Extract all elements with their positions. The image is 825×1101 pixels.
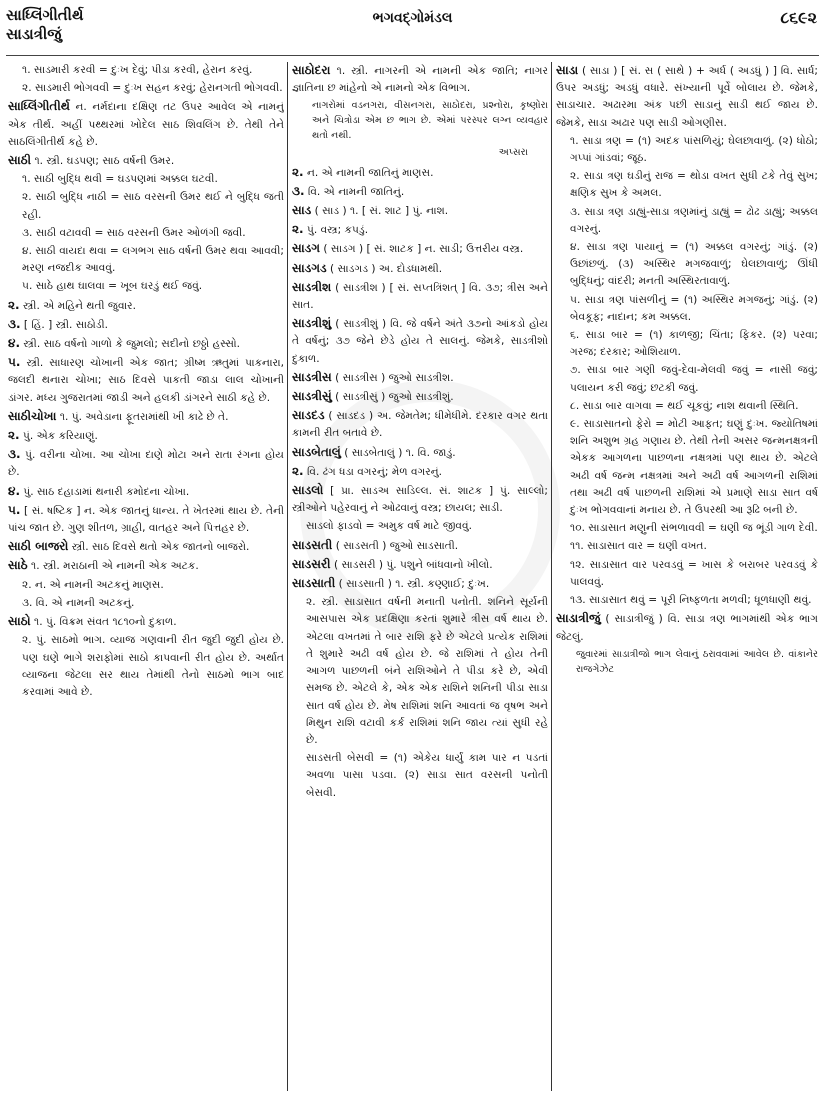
entry-text: ૮. સાડા બાર વાગવા = થઈ ચૂકવું; નાશ થવાની સ્થિતિ. bbox=[570, 399, 799, 412]
book-title: ભગવદ્ગોમંડલ bbox=[372, 10, 453, 26]
headword: ૨. bbox=[8, 297, 20, 312]
idiom-sense bbox=[556, 204, 818, 238]
headword: સાડબેતાલું bbox=[292, 444, 341, 459]
headword: ૨. bbox=[292, 164, 304, 179]
idiom-sense bbox=[556, 133, 818, 167]
dictionary-entry bbox=[292, 575, 548, 593]
dictionary-entry bbox=[8, 446, 284, 481]
entry-text: ૧. પું. અવેડાના ફૂતરામાંથી ખી કાઢે છે તે. bbox=[56, 410, 229, 423]
entry-text: ( સાડસતી ) જુઓ સાડસાતી. bbox=[332, 539, 459, 552]
entry-text: ૫. સાડા ત્રણ પાંસળીનું = (૧) અસ્થિર મગજનું; ગાંડું. (૨) બેવકૂફ; નાદાન; કમ અક્કલ. bbox=[570, 293, 818, 323]
dictionary-entry bbox=[8, 557, 284, 575]
dictionary-entry bbox=[8, 613, 284, 631]
citation-source bbox=[292, 144, 548, 161]
dictionary-entry bbox=[8, 297, 284, 315]
entry-text: પું. એક કરિયાણું. bbox=[19, 430, 98, 443]
entry-text: વિ. ઢંગ ધડા વગરનું; મેળ વગરનું. bbox=[303, 465, 443, 478]
entry-text: સ્ત્રી. સાધારણ ચોખાની એક જાત; ગ્રીષ્મ ઋતુમાં પાકનારા, જલદી થનારા ચોખા; સાઠ દિવસે પાકતી જાડા લાલ ચોખાની ડાંગર. મધ્ય ગુજરાતમાં જાડી અને હલકી ડાંગરને સાઠી કહે છે. bbox=[8, 357, 284, 404]
entry-text: ૨. પું. સાઠમો ભાગ. વ્યાજ ગણવાની રીત જુદી જુદી હોય છે. પણ ઘણે ભાગે શરાફોમાં સાઠો કાપવાની રીત હોય છે. અર્થાત વ્યાજના જેટલા સર થાય તેમાંથી તેનો સાઠમો ભાગ બાદ કરવામાં આવે છે. bbox=[22, 634, 284, 698]
dictionary-entry bbox=[292, 240, 548, 258]
idiom-sense bbox=[8, 243, 284, 277]
idiom-sense bbox=[556, 168, 818, 202]
entry-text: ૧. સ્ત્રી. નાગરની એ નામની એક જાતિ; નાગર જ્ઞાતિના છ માંહેનો એ નામનો એક વિભાગ. bbox=[292, 65, 548, 95]
dictionary-entry bbox=[292, 279, 548, 314]
dictionary-entry bbox=[8, 427, 284, 445]
entry-text: ૪. સાઠી વાયદા થવા = લગભગ સાઠ વર્ષની ઉમર થવા આવવી; મરણ નજદીક આવવું. bbox=[22, 245, 284, 275]
headword: સાઠી bbox=[8, 153, 32, 168]
idiom-sense bbox=[556, 398, 818, 415]
dictionary-entry bbox=[8, 98, 284, 151]
entry-text: ૨. સાઠી બુદ્ધિ નાઠી = સાઠ વરસની ઉમર થઈ ને બુદ્ધિ જતી રહી. bbox=[22, 191, 284, 221]
idiom-sense bbox=[556, 538, 818, 555]
idiom-sense bbox=[8, 632, 284, 701]
dictionary-entry bbox=[8, 316, 284, 334]
idiom-sense bbox=[556, 239, 818, 291]
idiom-sense bbox=[8, 189, 284, 223]
headword: સાડગડ bbox=[292, 260, 327, 275]
headword: સાડગ bbox=[292, 241, 321, 256]
headword: સાડદડ bbox=[292, 408, 325, 423]
headword: સાઠે bbox=[8, 558, 28, 573]
column-middle bbox=[292, 62, 548, 1093]
idiom-sense bbox=[556, 327, 818, 361]
dictionary-entry bbox=[292, 482, 548, 517]
headword: સાઠોદરા bbox=[292, 63, 331, 77]
idiom-sense bbox=[556, 557, 818, 591]
entry-text: ૧. સ્ત્રી. મરાઠાની એ નામની એક અટક. bbox=[27, 560, 199, 573]
headword: ૪. bbox=[8, 336, 20, 351]
headword: ૨. bbox=[292, 222, 304, 237]
entry-text: ૧. સાડા ત્રણ = (૧) અદક પાંસળિયું; ઘેલછાવાળું. (૨) ધોઠો; ગપ્પાં ગાંડવાં; જૂઠ. bbox=[570, 134, 818, 165]
quotation bbox=[556, 647, 818, 677]
dictionary-entry bbox=[292, 388, 548, 406]
column-divider bbox=[287, 62, 288, 1091]
headword: સાઠી બાજરો bbox=[8, 539, 69, 554]
entry-text: [ પ્રા. સાડઅ સાડિલ્લ. સં. શાટક ] પું. સાલ્લો; સ્ત્રીઓને પહેરવાનું ને ઓઢવાનું વસ્ત્ર; છાયલ; સાડી. bbox=[292, 485, 548, 515]
headword: ૨. bbox=[292, 463, 304, 478]
headword: સાઠીચોખા bbox=[8, 408, 57, 423]
entry-text: પું. વસ્ત્ર; કપડું. bbox=[303, 224, 369, 237]
dictionary-entry bbox=[292, 463, 548, 481]
dictionary-entry bbox=[292, 164, 548, 182]
entry-text: ( સાડત્રીશું ) વિ. જે વર્ષને અંતે ૩૭નો આંકડો હોય તે વર્ષનું; ૩૭ જેને છેડે હોય તે સાલનું. જેમકે, સાડત્રીશો દુકાળ. bbox=[292, 318, 548, 365]
headword: સાડત્રીશું bbox=[292, 316, 332, 331]
dictionary-entry bbox=[292, 202, 548, 220]
entry-text: પું. સાઠ દહાડામાં થનારી કમોદના ચોખા. bbox=[20, 485, 190, 498]
entry-text: ૨. સાડમારી ભોગવવી = દુઃખ સહન કરવું; હેરાનગતી ભોગવવી. bbox=[22, 82, 283, 95]
headword: સાડસતી bbox=[292, 537, 333, 552]
column-left bbox=[8, 62, 284, 1093]
entry-text: ૩. સાઠી વટાવવી = સાઠ વરસની ઉમર ઓળંગી જવી. bbox=[22, 226, 246, 239]
idiom-sense bbox=[556, 292, 818, 326]
column-right bbox=[556, 62, 818, 1093]
entry-text: અપ્સરા bbox=[498, 147, 528, 159]
entry-text: ( સાડત્રીશ ) [ સં. સપ્તત્રિંશત્ ] વિ. ૩૭; ત્રીસ અને સાત. bbox=[292, 281, 548, 312]
idiom-sense bbox=[8, 225, 284, 242]
entry-text: ૧. સાઠી બુદ્ધિ થવી = ઘડપણમાં અક્કલ ઘટવી. bbox=[22, 173, 218, 186]
entry-text: ( સાડસાતી ) ૧. સ્ત્રી. કણ્ણાઈ; દુઃખ. bbox=[335, 578, 490, 591]
idiom-sense bbox=[8, 595, 284, 612]
headword: સાડાત્રીજું bbox=[556, 611, 601, 626]
entry-text: પું. વરીના ચોખા. આ ચોખા દાણે મોટા અને રાતા રંગના હોય છે. bbox=[8, 449, 284, 479]
entry-text: ૩. વિ. એ નામની અટકનું. bbox=[22, 596, 135, 609]
dictionary-entry bbox=[292, 407, 548, 442]
headword: ૫. bbox=[8, 502, 21, 517]
dictionary-entry bbox=[292, 369, 548, 387]
entry-text: સ્ત્રી. એ મહિને થતી જુવાર. bbox=[19, 299, 136, 312]
page-number: ૮૬૯૨ bbox=[780, 8, 817, 27]
entry-text: વિ. એ નામની જાતિનું. bbox=[304, 185, 405, 198]
entry-text: ૨. ન. એ નામની અટકનું માણસ. bbox=[22, 578, 164, 591]
idiom-sense bbox=[8, 171, 284, 188]
entry-text: ૪. સાડા ત્રણ પાયાનું = (૧) અક્કલ વગરનું; ગાંડું. (૨) ઉછાંછળું. (૩) અસ્થિર મગજવાળું; ઘેલછાવાળું; ઊંધી બુદ્ધિનું; વાંદરી; મનતી અસ્થિરતાવાળું. bbox=[570, 241, 818, 288]
entry-text: ૧. પું. વિક્રમ સંવત ૧૮૧૦નો દુકાળ. bbox=[30, 616, 177, 629]
idiom-sense bbox=[556, 362, 818, 396]
entry-text: ( સાડાત્રીજું ) વિ. સાડા ત્રણ ભાગમાંથી એક ભાગ જેટલું. bbox=[556, 613, 818, 643]
dictionary-entry bbox=[292, 62, 548, 97]
headword: સાડત્રીસ bbox=[292, 369, 332, 384]
idiom-sense bbox=[556, 520, 818, 537]
entry-text: ( સાડત્રીસું ) જુઓ સાડત્રીશું. bbox=[331, 391, 454, 404]
entry-text: ( સાડ ) ૧. [ સં. શાટ ] પું. નાશ. bbox=[311, 205, 449, 218]
quotation bbox=[292, 98, 548, 143]
entry-text: ૭. સાડા બાર ગણી જવું-દેવા-મેલવી જવું = નાસી જવું; પલાયન કરી જવું; છટકી જવું. bbox=[570, 364, 818, 394]
headword: સાડસરી bbox=[292, 556, 331, 571]
entry-text: ( સાડદડ ) અ. જેમતેમ; ધીમેધીમે. દરકાર વગર થતા કામની રીત બતાવે છે. bbox=[292, 410, 548, 440]
entry-text: ૧. સ્ત્રી. ઘડપણ; સાઠ વર્ષની ઉમર. bbox=[31, 155, 175, 168]
idiom-sense bbox=[8, 278, 284, 295]
headword: ૨. bbox=[8, 428, 20, 443]
headword: સાડત્રીસું bbox=[292, 389, 332, 404]
dictionary-entry bbox=[556, 62, 818, 132]
headword: ૪. bbox=[8, 483, 20, 498]
entry-text: સાડસતી બેસવી = (૧) એકેય ધાર્યું કામ પાર ન પડતાં અવળા પાસા પડવા. (૨) સાડા સાત વરસની પનોતી બેસવી. bbox=[306, 752, 548, 799]
entry-text: ( સાડા ) [ સં. સ ( સાથે ) + અર્ધ ( અડધું ) ] વિ. સાર્ધ; ઉપર અડધું; અડધું વધારે. સંખ્યાની પૂર્વે બોલાય છે. જેમકે, સાડાચાર. અઢારમા અંક પછી સાડાનું સાડી થઈ જાય છે. જેમકે, સાડા અઢાર પણ સાડી ઓગણીસ. bbox=[556, 65, 818, 129]
headword: સાઠો bbox=[8, 614, 31, 629]
dictionary-entry bbox=[556, 610, 818, 645]
idiom-sense bbox=[8, 577, 284, 594]
entry-text: ૫. સાઠે હાથ ઘાલવા = ખૂબ ઘરડું થઈ જવું. bbox=[22, 280, 203, 293]
idiom-sense bbox=[556, 592, 818, 609]
entry-text: ( સાડત્રીસ ) જુઓ સાડત્રીશ. bbox=[331, 371, 454, 384]
entry-text: ૧. સાડમારી કરવી = દુઃખ દેવું; પીડા કરવી, હેરાન કરવું. bbox=[22, 64, 253, 76]
idiom-sense bbox=[292, 518, 548, 535]
headword: સાડ bbox=[292, 203, 312, 218]
column-divider bbox=[551, 62, 552, 1091]
dictionary-entry bbox=[8, 335, 284, 353]
dictionary-entry bbox=[8, 483, 284, 501]
header-last-entry: સાડાત્રીજું bbox=[6, 25, 62, 43]
entry-text: સ્ત્રી. સાઠ દિવસે થતો એક જાતનો બાજરો. bbox=[68, 541, 250, 554]
entry-text: ૯. સાડાસાતનો ફેરો = મોટી આફત; ઘણું દુઃખ. જ્યોતિષમાં શનિ અશુભ ગ્રહ ગણાય છે. તેથી તેની અસર જન્મનક્ષત્રની એકક આગળના પાછળના નક્ષત્રમાં પણ થાય છે. એટલે અઢી વર્ષ જન્મ નક્ષત્રમાં અને અઢી વર્ષ આગળની રાશિમાં તથા અઢી વર્ષ પાછળની રાશિમાં એ પ્રમાણે સાડા સાત વર્ષ દુઃખ ભોગવવાનાં મનાય છે. તે ઉપરથી આ રૂઢિ બની છે. bbox=[570, 418, 818, 517]
idiom-sense bbox=[556, 416, 818, 519]
dictionary-entry bbox=[292, 315, 548, 368]
header-divider bbox=[6, 55, 819, 56]
idiom-sense bbox=[8, 62, 284, 79]
header-first-entry: સાધ્લિંગીતીર્થ bbox=[6, 6, 84, 24]
entry-text: ન. નર્મદાના દક્ષિણ તટ ઉપર આવેલ એ નામનું એક તીર્થ. અહીં પથ્થરમાં ખોદેલ સાઠ શિવલિંગ છે. તેથી તેને સાઠલિંગીતીર્થ કહે છે. bbox=[8, 101, 284, 148]
headword: સાડલો bbox=[292, 483, 324, 498]
entry-text: ૧૧. સાડાસાત વાર = ઘણી વખત. bbox=[570, 540, 707, 553]
entry-text: ( સાડગ ) [ સં. શાટક ] ન. સાડી; ઉત્તરીય વસ્ત્ર. bbox=[320, 243, 524, 256]
headword: સાધ્લિંગીતીર્થ bbox=[8, 99, 70, 114]
dictionary-entry bbox=[292, 183, 548, 201]
entry-text: ૧૦. સાડાસાત મણુની સંભળાવવી = ઘણી જ ભૂંડી ગાળ દેવી. bbox=[570, 522, 818, 535]
entry-text: સાડલો ફાડવો = અમુક વર્ષ માટે જીવવું. bbox=[306, 520, 472, 533]
entry-text: ( સાડબેતાલું ) ૧. વિ. જાડું. bbox=[340, 446, 456, 459]
entry-text: ( સાડસરી ) પું. પશુને બાંધવાનો ખીલો. bbox=[330, 558, 493, 571]
headword: સાડસાતી bbox=[292, 576, 336, 591]
entry-text: ૧૩. સાડાસાત થવું = પૂરી નિષ્ફળતા મળવી; ધૂળધાણી થવું. bbox=[570, 594, 812, 607]
dictionary-entry bbox=[8, 502, 284, 537]
headword: ૩. bbox=[292, 183, 305, 198]
dictionary-entry bbox=[292, 537, 548, 555]
dictionary-entry bbox=[292, 260, 548, 278]
entry-text: જુવારમાં સાડાત્રીજો ભાગ લેવાનું ઠરાવવામાં આવેલ છે. વાંકાનેર રાજગેઝેટ bbox=[576, 648, 818, 675]
entry-text: ન. એ નામની જાતિનું માણસ. bbox=[303, 166, 434, 179]
entry-text: ૧૨. સાડાસાત વાર પરવડવું = ખાસ કે બરાબર પરવડવું કે પાલવવું. bbox=[570, 558, 818, 588]
entry-text: ૨. સ્ત્રી. સાડાસાત વર્ષની મનાતી પનોતી. શનિને સૂર્યની આસપાસ એક પ્રદક્ષિણા કરતાં શુમારે ત્રીસ વર્ષ થાય છે. એટલા વખતમાં તે બાર રાશિ ફરે છે એટલે પ્રત્યેક રાશિમાં તે શુમારે અઢી વર્ષ હોય છે. જે રાશિમાં તે હોય તેની આગળ પાછળની બંને રાશિઓને તે પીડા કરે છે, એવી સમજ છે. એટલે કે, એક એક રાશિને શનિની પીડા સાડા સાત વર્ષ હોય છે. મેષ રાશિમાં શનિ આવતાં જ વૃષભ અને મિથુન રાશિ વટાવી કર્ક રાશિમાં શનિ જાય ત્યાં સુધી રહે છે. bbox=[306, 596, 548, 746]
dictionary-entry bbox=[8, 354, 284, 407]
idiom-sense bbox=[292, 750, 548, 802]
headword: સાડત્રીશ bbox=[292, 279, 332, 294]
dictionary-entry bbox=[292, 444, 548, 462]
page-header bbox=[0, 6, 825, 52]
headword: સાડા bbox=[556, 63, 579, 77]
idiom-sense bbox=[8, 80, 284, 97]
entry-text: [ સં. ષષ્ટિક ] ન. એક જાતનું ધાન્ય. તે ખેતરમાં થાય છે. તેની પાંચ જાત છે. ગુણ શીતળ, ગ્રાહી, વાતહર અને પિત્તહર છે. bbox=[8, 504, 284, 535]
entry-text: ૬. સાડા બાર = (૧) કાળજી; ચિંતા; ફિકર. (૨) પરવા; ગરજ; દરકાર; ઓશિયાળ. bbox=[570, 329, 818, 359]
entry-text: ૨. સાડા ત્રણ ઘડીનું રાજ = થોડા વખત સુધી ટકે તેવું સુખ; ક્ષણિક સુખ કે અમલ. bbox=[570, 170, 818, 200]
dictionary-entry bbox=[8, 408, 284, 426]
dictionary-entry bbox=[292, 221, 548, 239]
dictionary-entry bbox=[8, 152, 284, 170]
entry-text: [ હિં. ] સ્ત્રી. સાઠોડી. bbox=[20, 318, 108, 331]
entry-text: ૩. સાડા ત્રણ ડાહ્યું-સાડા ત્રણમાંનું ડાહ્યું = ઢોઢ ડાહ્યું; અક્કલ વગરનું. bbox=[570, 205, 818, 235]
dictionary-entry bbox=[292, 556, 548, 574]
entry-text: સ્ત્રી. સાઠ વર્ષનો ગાળો કે જુમલો; સદીનો છઠ્ઠો હસ્સો. bbox=[20, 338, 241, 351]
headword: ૩. bbox=[8, 447, 21, 462]
idiom-sense bbox=[292, 594, 548, 749]
entry-text: ( સાડગડ ) અ. દોડધામથી. bbox=[326, 262, 443, 275]
headword: ૫. bbox=[8, 355, 21, 370]
dictionary-entry bbox=[8, 538, 284, 556]
headword: ૩. bbox=[8, 316, 21, 331]
entry-text: નાગરોમાં વડનગરા, વીસનગરા, સાઠોદરા, પ્રશ્નોરા, કૃષ્ણોરા અને ચિત્રોડા એમ છ ભાગ છે. એમાં પરસ્પર લગ્ન વ્યવહાર થતો નથી. bbox=[312, 100, 548, 142]
